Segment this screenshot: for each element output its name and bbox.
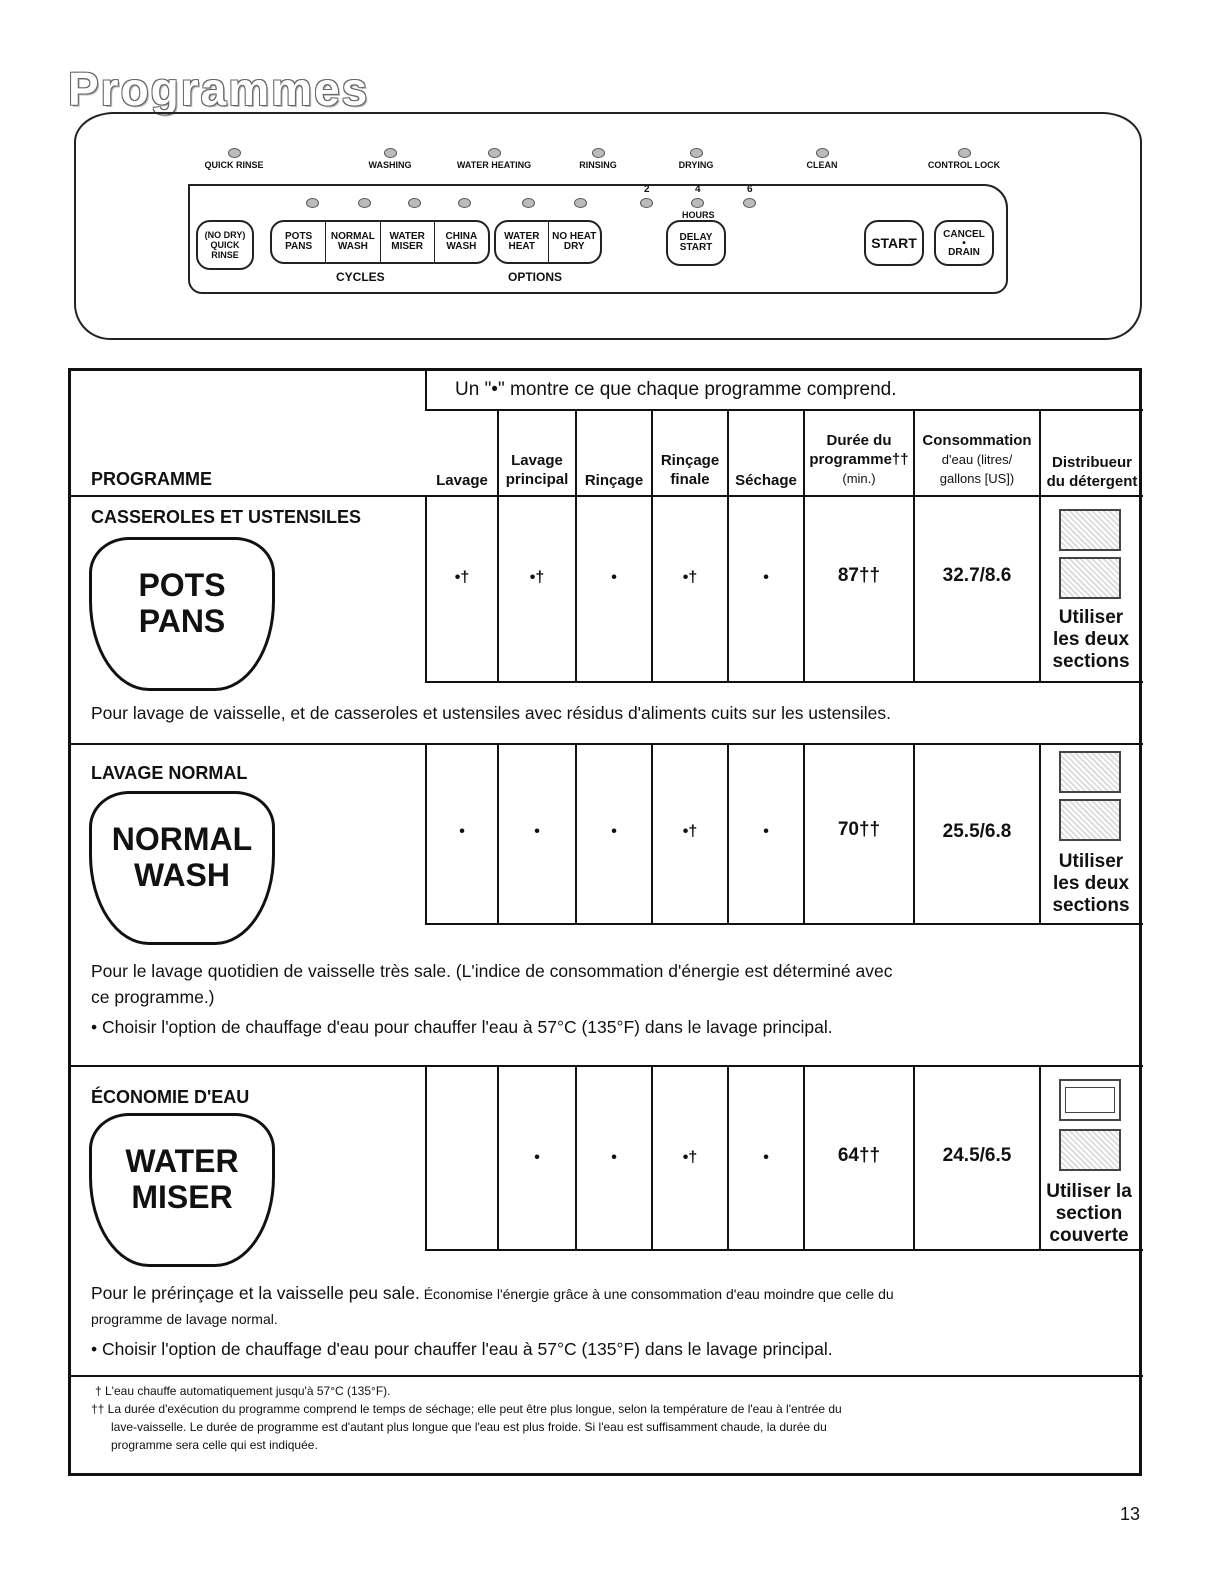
mark-rincage: • bbox=[611, 1149, 617, 1166]
led-icon bbox=[592, 148, 605, 158]
water-consumption-value: 25.5/6.8 bbox=[942, 821, 1012, 842]
covered-dispenser-icon bbox=[1059, 1079, 1121, 1121]
status-drying: DRYING bbox=[641, 148, 751, 170]
led-icon bbox=[690, 148, 703, 158]
china-wash-cycle-button[interactable]: CHINA WASH bbox=[434, 222, 488, 262]
dispenser-instruction: Utiliser les deux sections bbox=[1052, 851, 1130, 916]
status-clean: CLEAN bbox=[767, 148, 877, 170]
mark-sechage: • bbox=[763, 1149, 769, 1166]
page-number: 13 bbox=[1120, 1504, 1141, 1524]
mark-rincage-finale: •† bbox=[682, 1149, 698, 1166]
cycle-led-icon bbox=[306, 198, 319, 208]
mark-sechage: • bbox=[763, 823, 769, 840]
footnote-double-dagger: †† La durée d'exécution du programme comprend le temps de séchage; elle peut être plus longue, selon la température de l'eau à l'entrée du bbox=[91, 1402, 842, 1416]
footnote-double-dagger-cont: programme sera celle qui est indiquée. bbox=[111, 1438, 318, 1452]
detergent-dispenser-icon bbox=[1059, 509, 1121, 551]
duration-value: 87†† bbox=[837, 565, 881, 586]
program-option-note: • Choisir l'option de chauffage d'eau pour chauffer l'eau à 57°C (135°F) dans le lavage principal. bbox=[91, 1017, 833, 1037]
col-sechage: Séchage bbox=[735, 472, 797, 489]
section-title: LAVAGE NORMAL bbox=[91, 763, 248, 783]
footnote-dagger: † L'eau chauffe automatiquement jusqu'à 57°C (135°F). bbox=[95, 1384, 391, 1398]
program-description-cont: ce programme.) bbox=[91, 987, 215, 1007]
water-miser-button-illustration: WATER MISER bbox=[89, 1113, 275, 1267]
water-consumption-value: 32.7/8.6 bbox=[942, 565, 1012, 586]
delay-start-button[interactable]: DELAY START bbox=[666, 220, 726, 266]
option-led-icon bbox=[522, 198, 535, 208]
mark-lavage-principal: • bbox=[534, 1149, 540, 1166]
dispenser-instruction: Utiliser la section couverte bbox=[1046, 1181, 1132, 1246]
col-consommation: Consommation d'eau (litres/ gallons [US]) bbox=[922, 432, 1032, 486]
program-description: Pour le prérinçage et la vaisselle peu sale. Économise l'énergie grâce à une consommation d'eau moindre que celle du bbox=[91, 1283, 894, 1303]
mark-rincage: • bbox=[611, 569, 617, 586]
cancel-drain-button[interactable]: CANCEL • DRAIN bbox=[934, 220, 994, 266]
dispenser-instruction: Utiliser les deux sections bbox=[1052, 607, 1130, 672]
normal-wash-cycle-button[interactable]: NORMAL WASH bbox=[325, 222, 379, 262]
options-label: OPTIONS bbox=[508, 270, 563, 284]
status-quick-rinse: QUICK RINSE bbox=[179, 148, 289, 170]
pots-pans-button-illustration: POTS PANS bbox=[89, 537, 275, 691]
section-title: ÉCONOMIE D'EAU bbox=[91, 1087, 250, 1107]
status-control-lock: CONTROL LOCK bbox=[909, 148, 1019, 170]
status-water-heating: WATER HEATING bbox=[439, 148, 549, 170]
cycle-led-icon bbox=[358, 198, 371, 208]
quick-rinse-button[interactable]: (NO DRY) QUICK RINSE bbox=[196, 220, 254, 270]
mark-lavage-principal: •† bbox=[529, 569, 545, 586]
water-miser-cycle-button[interactable]: WATER MISER bbox=[380, 222, 434, 262]
led-icon bbox=[488, 148, 501, 158]
programme-column-header: PROGRAMME bbox=[91, 469, 212, 489]
delay-4h-led-icon bbox=[691, 198, 704, 208]
mark-lavage: •† bbox=[454, 569, 470, 586]
program-description: Pour lavage de vaisselle, et de casseroles et ustensiles avec résidus d'aliments cuits sur les ustensiles. bbox=[91, 703, 891, 723]
col-distributeur: Distribueur du détergent bbox=[1046, 454, 1138, 490]
normal-wash-button-illustration: NORMAL WASH bbox=[89, 791, 275, 945]
section-title: CASSEROLES ET USTENSILES bbox=[91, 507, 362, 527]
duration-value: 64†† bbox=[837, 1145, 881, 1166]
status-washing: WASHING bbox=[335, 148, 445, 170]
control-panel-illustration bbox=[74, 112, 1142, 340]
options-button-group bbox=[494, 220, 602, 264]
status-rinsing: RINSING bbox=[543, 148, 653, 170]
button-area bbox=[188, 184, 1008, 294]
mark-rincage: • bbox=[611, 823, 617, 840]
water-heat-option-button[interactable]: WATER HEAT bbox=[504, 231, 540, 252]
footnote-double-dagger-cont: lave-vaisselle. Le durée de programme est d'autant plus longue que l'eau est plus froide. Si l'eau est suffisamment chaude, la durée du bbox=[111, 1420, 827, 1434]
mark-sechage: • bbox=[763, 569, 769, 586]
delay-6h-led-icon bbox=[743, 198, 756, 208]
mark-rincage-finale: •† bbox=[682, 569, 698, 586]
mark-rincage-finale: •† bbox=[682, 823, 698, 840]
detergent-dispenser-icon bbox=[1059, 799, 1121, 841]
water-consumption-value: 24.5/6.5 bbox=[942, 1145, 1012, 1166]
start-button[interactable]: START bbox=[864, 220, 924, 266]
col-duree: Durée du programme†† (min.) bbox=[809, 432, 909, 486]
led-icon bbox=[816, 148, 829, 158]
led-icon bbox=[384, 148, 397, 158]
mark-lavage: • bbox=[459, 823, 465, 840]
led-icon bbox=[228, 148, 241, 158]
detergent-dispenser-icon bbox=[1059, 751, 1121, 793]
col-lavage-principal: Lavage principal bbox=[505, 452, 569, 488]
delay-2h-led-icon bbox=[640, 198, 653, 208]
cycle-led-icon bbox=[458, 198, 471, 208]
hours-6-label: 6 bbox=[747, 184, 753, 195]
detergent-dispenser-icon bbox=[1059, 1129, 1121, 1171]
hours-label: HOURS bbox=[682, 210, 715, 220]
cycle-led-icon bbox=[408, 198, 421, 208]
detergent-dispenser-icon bbox=[1059, 557, 1121, 599]
table-intro: Un "•" montre ce que chaque programme comprend. bbox=[455, 379, 897, 400]
led-icon bbox=[958, 148, 971, 158]
program-description: Pour le lavage quotidien de vaisselle très sale. (L'indice de consommation d'énergie est déterminé avec bbox=[91, 961, 893, 981]
no-heat-dry-option-button[interactable]: NO HEAT DRY bbox=[548, 222, 601, 262]
program-option-note: • Choisir l'option de chauffage d'eau pour chauffer l'eau à 57°C (135°F) dans le lavage principal. bbox=[91, 1339, 833, 1359]
page-title: Programmes bbox=[68, 63, 370, 115]
program-description-cont: programme de lavage normal. bbox=[91, 1311, 278, 1327]
option-led-icon bbox=[574, 198, 587, 208]
col-lavage: Lavage bbox=[436, 472, 488, 489]
duration-value: 70†† bbox=[837, 819, 881, 840]
hours-2-label: 2 bbox=[644, 184, 650, 195]
hours-4-label: 4 bbox=[695, 184, 701, 195]
pots-pans-cycle-button[interactable]: POTS PANS bbox=[285, 231, 313, 252]
col-rincage-finale: Rinçage finale bbox=[660, 452, 720, 488]
cycles-button-group bbox=[270, 220, 490, 264]
program-table bbox=[68, 368, 1142, 1476]
col-rincage: Rinçage bbox=[584, 472, 644, 489]
cycles-label: CYCLES bbox=[336, 270, 385, 284]
mark-lavage-principal: • bbox=[534, 823, 540, 840]
